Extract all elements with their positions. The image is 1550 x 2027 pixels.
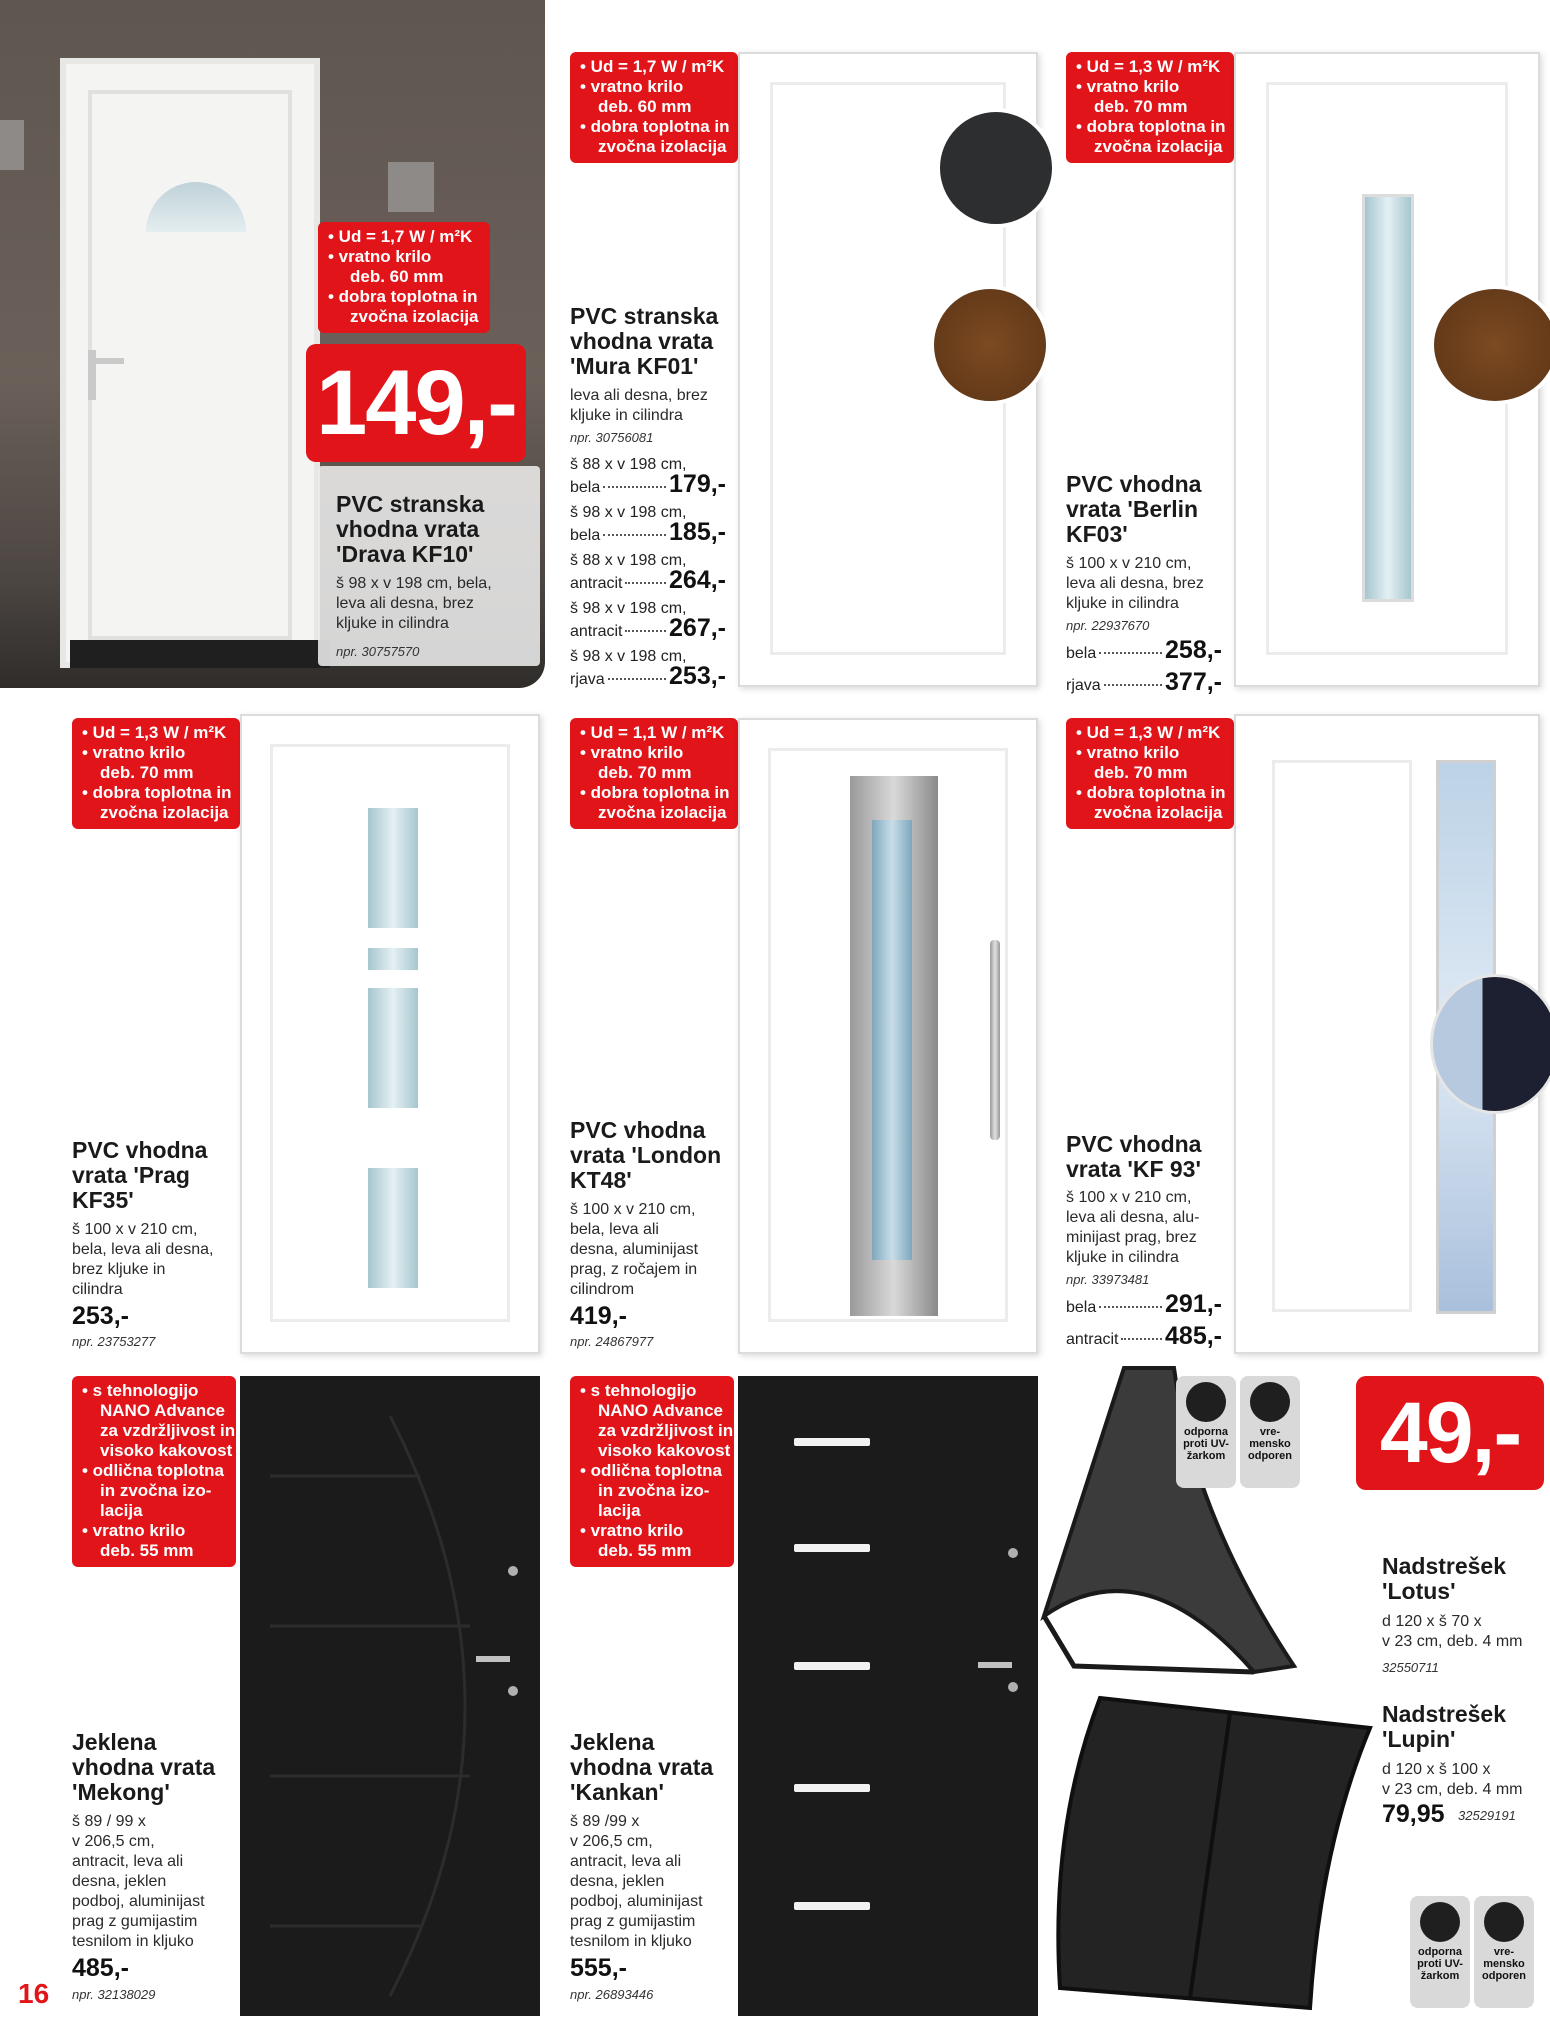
lupin-description: d 120 x š 100 x v 23 cm, deb. 4 mm <box>1382 1761 1523 1798</box>
berlin-variant-row: bela 258,- <box>1066 636 1222 664</box>
london-article-number: npr. 24867977 <box>570 1334 654 1349</box>
swatch-antracit-glass <box>1430 974 1550 1114</box>
mura-price-list <box>570 456 726 696</box>
lupin-article-number: 32529191 <box>1458 1808 1516 1823</box>
mura-variant-row: š 98 x v 198 cm, bela 185,- <box>570 504 726 546</box>
mura-variant-row: š 88 x v 198 cm, bela 179,- <box>570 456 726 498</box>
london-feature-badge: • Ud = 1,1 W / m²K • vratno krilo deb. 70 mm • dobra toplotna in zvočna izolacija <box>570 718 738 829</box>
door-glass <box>368 1168 418 1288</box>
berlin-variant-row: rjava 377,- <box>1066 668 1222 696</box>
lotus-title: Nadstrešek 'Lotus' <box>1382 1553 1507 1604</box>
drava-title: PVC stranska vhodna vrata 'Drava KF10' <box>336 491 485 567</box>
door-handle <box>88 350 96 400</box>
mura-description: leva ali desna, brez kljuke in cilindra <box>570 387 708 424</box>
door-glass <box>368 988 418 1108</box>
swatch-antracit <box>936 108 1056 228</box>
mekong-feature-badge: • s tehnologijo NANO Advance za vzdržljivost in visoko kakovost • odlična toplotna in zvočna izo- lacija • vratno krilo deb. 55 mm <box>72 1376 236 1567</box>
prag-door-image <box>240 714 540 1354</box>
lupin-title: Nadstrešek 'Lupin' <box>1382 1701 1507 1752</box>
kf93-title: PVC vhodna vrata 'KF 93' <box>1066 1131 1202 1182</box>
kankan-description: š 89 /99 x v 206,5 cm, antracit, leva ali desna, jeklen podboj, aluminijast prag z gumijastim tesnilom in kljuko <box>570 1813 703 1950</box>
lupin-canopy-image <box>1040 1688 1380 2018</box>
kf93-variant-row: bela 291,- <box>1066 1290 1222 1318</box>
mekong-title: Jeklena vhodna vrata 'Mekong' <box>72 1729 216 1805</box>
london-door-image <box>738 718 1038 1354</box>
door-glass <box>368 808 418 928</box>
prag-article-number: npr. 23753277 <box>72 1334 156 1349</box>
mura-article-number: npr. 30756081 <box>570 430 654 445</box>
drava-price: 149,- <box>306 344 526 462</box>
berlin-title: PVC vhodna vrata 'Berlin KF03' <box>1066 471 1202 547</box>
prag-feature-badge: • Ud = 1,3 W / m²K • vratno krilo deb. 70 mm • dobra toplotna in zvočna izolacija <box>72 718 240 829</box>
mekong-description: š 89 / 99 x v 206,5 cm, antracit, leva ali desna, jeklen podboj, aluminijast prag z gumijastim tesnilom in kljuko <box>72 1813 205 1950</box>
mura-title: PVC stranska vhodna vrata 'Mura KF01' <box>570 303 719 379</box>
drava-info-box <box>318 466 540 666</box>
drava-feature-badge: • Ud = 1,7 W / m²K • vratno krilo deb. 60 mm • dobra toplotna in zvočna izolacija <box>318 222 490 333</box>
door-handle <box>476 1656 510 1662</box>
prag-description: š 100 x v 210 cm, bela, leva ali desna, brez kljuke in cilindra <box>72 1221 214 1298</box>
wall-lamp <box>388 162 434 212</box>
kankan-title: Jeklena vhodna vrata 'Kankan' <box>570 1729 714 1805</box>
mura-variant-row: š 98 x v 198 cm, rjava 253,- <box>570 648 726 690</box>
kf93-description: š 100 x v 210 cm, leva ali desna, alu- minijast prag, brez kljuke in cilindra <box>1066 1189 1200 1266</box>
mura-variant-row: š 88 x v 198 cm, antracit 264,- <box>570 552 726 594</box>
kankan-price: 555,- <box>570 1954 627 1982</box>
door-mat <box>70 640 330 668</box>
kankan-door-image <box>738 1376 1038 2016</box>
door-glass <box>1362 194 1414 602</box>
door-glass <box>872 820 912 1260</box>
mura-variant-row: š 98 x v 198 cm, antracit 267,- <box>570 600 726 642</box>
lotus-description: d 120 x š 70 x v 23 cm, deb. 4 mm <box>1382 1613 1523 1650</box>
kf93-article-number: npr. 33973481 <box>1066 1272 1150 1287</box>
mura-feature-badge: • Ud = 1,7 W / m²K • vratno krilo deb. 60 mm • dobra toplotna in zvočna izolacija <box>570 52 738 163</box>
berlin-description: š 100 x v 210 cm, leva ali desna, brez kljuke in cilindra <box>1066 555 1204 612</box>
weather-resistant-icon: vre- mensko odporen <box>1240 1376 1300 1488</box>
page-number: 16 <box>18 1978 50 2009</box>
door-handle <box>990 940 1000 1140</box>
kf93-price-list <box>1066 1290 1222 1354</box>
kankan-article-number: npr. 26893446 <box>570 1987 654 2002</box>
canopy-price: 49,- <box>1356 1376 1544 1490</box>
door-handle <box>978 1662 1012 1668</box>
mekong-door-grooves <box>240 1376 540 2016</box>
hero-door-image <box>60 58 320 668</box>
kankan-feature-badge: • s tehnologijo NANO Advance za vzdržljivost in visoko kakovost • odlična toplotna in zvočna izo- lacija • vratno krilo deb. 55 mm <box>570 1376 734 1567</box>
london-price: 419,- <box>570 1302 627 1330</box>
berlin-feature-badge: • Ud = 1,3 W / m²K • vratno krilo deb. 70 mm • dobra toplotna in zvočna izolacija <box>1066 52 1234 163</box>
swatch-rjava <box>1430 285 1550 405</box>
mekong-article-number: npr. 32138029 <box>72 1987 156 2002</box>
mekong-price: 485,- <box>72 1954 129 1982</box>
drava-article-number: npr. 30757570 <box>336 644 420 659</box>
swatch-rjava <box>930 285 1050 405</box>
uv-resistant-icon: odporna proti UV- žarkom <box>1176 1376 1236 1488</box>
kf93-feature-badge: • Ud = 1,3 W / m²K • vratno krilo deb. 70 mm • dobra toplotna in zvočna izolacija <box>1066 718 1234 829</box>
uv-resistant-icon: odporna proti UV- žarkom <box>1410 1896 1470 2008</box>
drava-description: š 98 x v 198 cm, bela, leva ali desna, brez kljuke in cilindra <box>336 575 492 632</box>
prag-title: PVC vhodna vrata 'Prag KF35' <box>72 1137 208 1213</box>
prag-price: 253,- <box>72 1302 129 1330</box>
weather-resistant-icon: vre- mensko odporen <box>1474 1896 1534 2008</box>
berlin-price-list <box>1066 636 1222 700</box>
mekong-door-image <box>240 1376 540 2016</box>
london-description: š 100 x v 210 cm, bela, leva ali desna, aluminijast prag, z ročajem in cilindrom <box>570 1201 699 1298</box>
london-title: PVC vhodna vrata 'London KT48' <box>570 1117 722 1193</box>
lotus-article-number: 32550711 <box>1382 1660 1439 1675</box>
berlin-article-number: npr. 22937670 <box>1066 618 1150 633</box>
lupin-price: 79,95 <box>1382 1800 1445 1828</box>
door-glass <box>368 948 418 970</box>
wall-lamp-left <box>0 120 24 170</box>
kf93-variant-row: antracit 485,- <box>1066 1322 1222 1350</box>
